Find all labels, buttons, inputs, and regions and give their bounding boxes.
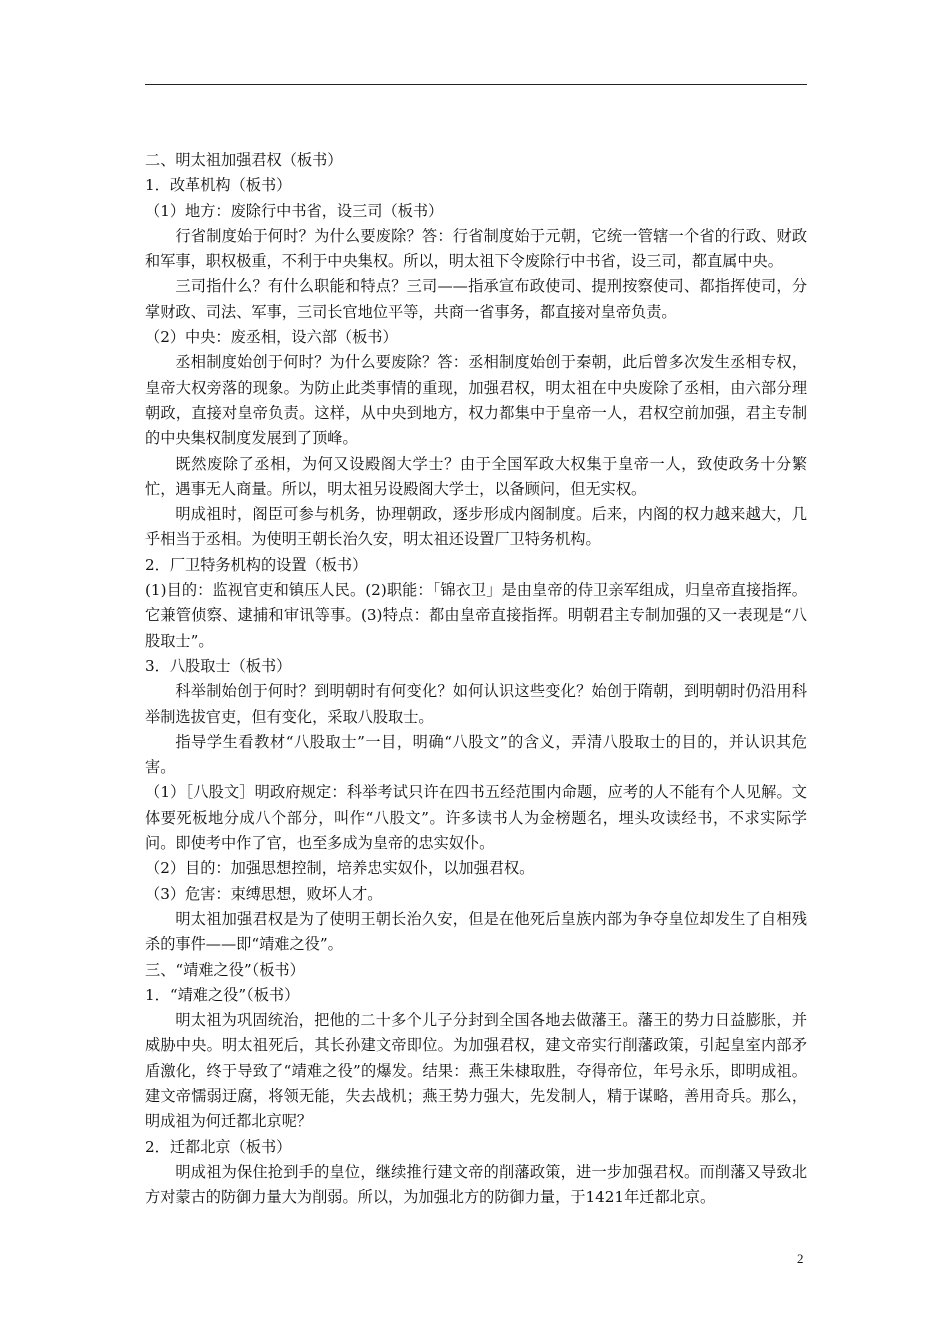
- paragraph: 明成祖为保住抢到手的皇位，继续推行建文帝的削藩政策，进一步加强君权。而削藩又导致北方对蒙古的防御力量大为削弱。所以，为加强北方的防御力量，于1421年迁都北京。: [145, 1162, 807, 1207]
- paragraph: 三司指什么？有什么职能和特点？三司——指承宣布政使司、提刑按察使司、都指挥使司，分掌财政、司法、军事，三司长官地位平等，共商一省事务，都直接对皇帝负责。: [145, 277, 807, 321]
- page-number: 2: [797, 1251, 804, 1266]
- paragraph: 指导学生看教材“八股取士”一目，明确“八股文”的含义，弄清八股取士的目的，并认识其危害。: [145, 732, 807, 777]
- document-body: [145, 148, 807, 1210]
- list-item: （3）危害：束缚思想，败坏人才。: [145, 884, 383, 903]
- paragraph: 明太祖为巩固统治，把他的二十多个儿子分封到全国各地去做藩王。藩王的势力日益膨胀，并威胁中央。明太祖死后，其长孙建文帝即位。为加强君权，建文帝实行削藩政策，引起皇室内部矛盾激化，终于导致了“靖难之役”的爆发。结果：燕王朱棣取胜，夺得帝位，年号永乐，即明成祖。建文帝懦弱迂腐，将领无能，失去战机；燕王势力强大，先发制人，精于谋略，善用奇兵。那么，明成祖为何迁都北京呢？: [145, 1011, 807, 1131]
- paragraph: 明太祖加强君权是为了使明王朝长治久安，但是在他死后皇族内部为争夺皇位却发生了自相残杀的事件——即“靖难之役”。: [145, 909, 807, 954]
- header-rule: [145, 84, 807, 85]
- section-heading: 二、明太祖加强君权（板书）: [145, 151, 343, 169]
- paragraph: 行省制度始于何时？为什么要废除？答：行省制度始于元朝，它统一管辖一个省的行政、财政和军事，职权极重，不利于中央集权。所以，明太祖下令废除行中书省，设三司，都直属中央。: [145, 226, 807, 271]
- paragraph: （1）［八股文］明政府规定：科举考试只许在四书五经范围内命题，应考的人不能有个人见解。文体要死板地分成八个部分，叫作“八股文”。许多读书人为金榜题名，埋头攻读经书，不求实际学问。即使考中作了官，也至多成为皇帝的忠实奴仆。: [145, 783, 807, 853]
- subsection-heading: 2．厂卫特务机构的设置（板书）: [145, 555, 368, 574]
- subsection-heading: 1．改革机构（板书）: [145, 176, 292, 195]
- paragraph: 明成祖时，阁臣可参与机务，协理朝政，逐步形成内阁制度。后来，内阁的权力越来越大，几乎相当于丞相。为使明王朝长治久安，明太祖还设置厂卫特务机构。: [145, 505, 807, 549]
- subsection-heading: 2．迁都北京（板书）: [145, 1137, 292, 1156]
- item-heading: （2）中央：废丞相，设六部（板书）: [145, 328, 398, 347]
- subsection-heading: 3．八股取士（板书）: [145, 656, 292, 675]
- subsection-heading: 1．“靖难之役”（板书）: [145, 985, 300, 1004]
- paragraph: 既然废除了丞相，为何又设殿阁大学士？由于全国军政大权集于皇帝一人，致使政务十分繁忙，遇事无人商量。所以，明太祖另设殿阁大学士，以备顾问，但无实权。: [145, 454, 807, 498]
- list-item: （2）目的：加强思想控制，培养忠实奴仆，以加强君权。: [145, 859, 535, 878]
- paragraph: (1)目的：监视官吏和镇压人民。(2)职能：「锦衣卫」是由皇帝的侍卫亲军组成，归皇帝直接指挥。它兼管侦察、逮捕和审讯等事。(3)特点：都由皇帝直接指挥。明朝君主专制加强的又一表现是“八股取士”。: [145, 581, 807, 650]
- item-heading: （1）地方：废除行中书省，设三司（板书）: [145, 201, 444, 220]
- paragraph: 丞相制度始创于何时？为什么要废除？答：丞相制度始创于秦朝，此后曾多次发生丞相专权，皇帝大权旁落的现象。为防止此类事情的重现，加强君权，明太祖在中央废除了丞相，由六部分理朝政，直接对皇帝负责。这样，从中央到地方，权力都集中于皇帝一人，君权空前加强，君主专制的中央集权制度发展到了顶峰。: [145, 353, 807, 448]
- paragraph: 科举制始创于何时？到明朝时有何变化？如何认识这些变化？始创于隋朝，到明朝时仍沿用科举制选拔官吏，但有变化，采取八股取士。: [145, 682, 807, 726]
- section-heading: 三、“靖难之役”（板书）: [145, 960, 305, 979]
